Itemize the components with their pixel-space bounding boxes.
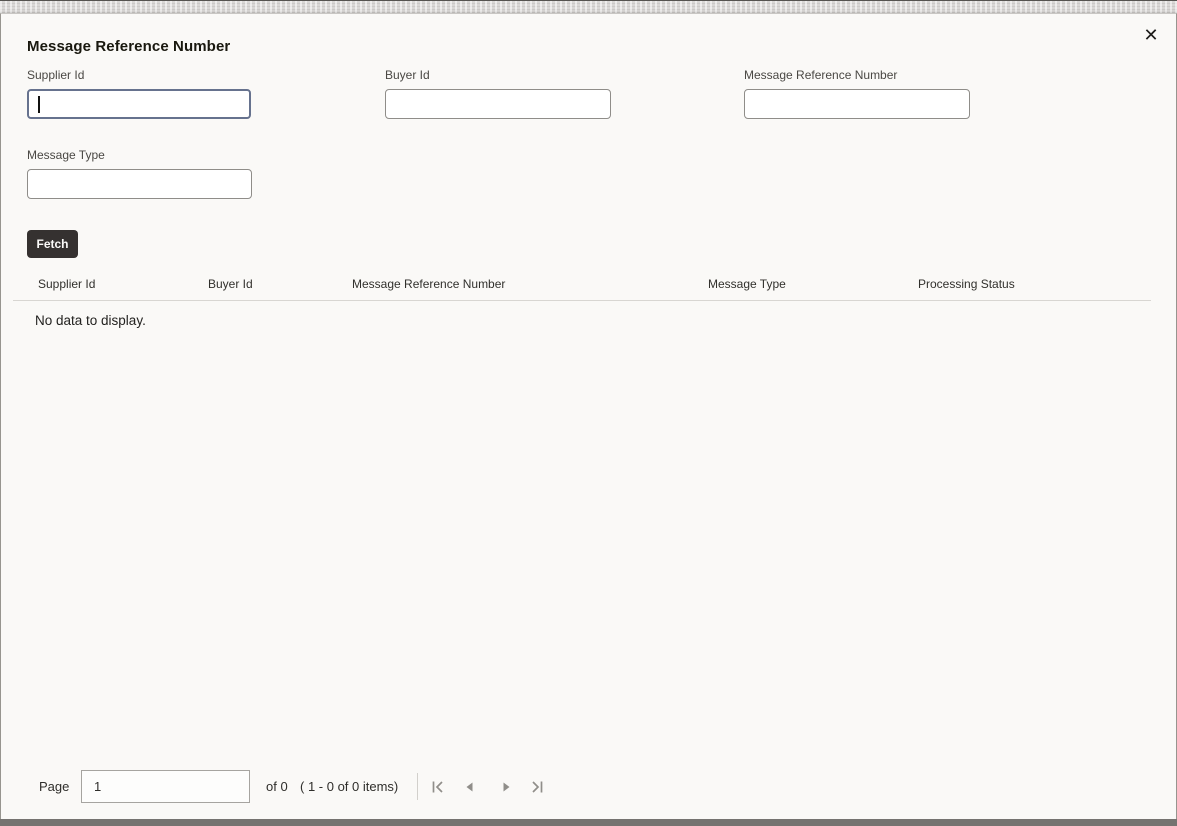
supplier-id-label: Supplier Id [27,68,85,82]
items-summary-label: ( 1 - 0 of 0 items) [300,779,399,794]
next-page-icon [497,778,515,796]
last-page-icon [528,778,546,796]
column-header-buyer-id: Buyer Id [208,277,253,291]
column-header-processing-status: Processing Status [918,277,1015,291]
page-count-label: of 0 [266,779,288,794]
last-page-button[interactable] [528,778,546,796]
buyer-id-label: Buyer Id [385,68,430,82]
message-reference-number-label: Message Reference Number [744,68,898,82]
column-header-message-reference-number: Message Reference Number [352,277,506,291]
page-background-bottom [0,819,1177,826]
close-icon: ✕ [1143,25,1159,45]
first-page-icon [429,778,447,796]
page-background-top [0,0,1177,13]
page-number-input[interactable] [81,770,250,803]
pagination-divider [417,773,418,800]
previous-page-button[interactable] [461,778,479,796]
empty-table-message: No data to display. [35,313,146,328]
next-page-button[interactable] [497,778,515,796]
page-label: Page [39,779,70,794]
column-header-message-type: Message Type [708,277,786,291]
fetch-button[interactable]: Fetch [27,230,78,258]
message-reference-number-dialog [0,13,1177,820]
column-header-supplier-id: Supplier Id [38,277,96,291]
pagination-bar [1,14,1176,819]
first-page-button[interactable] [429,778,447,796]
dialog-title: Message Reference Number [27,38,231,55]
message-type-label: Message Type [27,148,105,162]
previous-page-icon [461,778,479,796]
